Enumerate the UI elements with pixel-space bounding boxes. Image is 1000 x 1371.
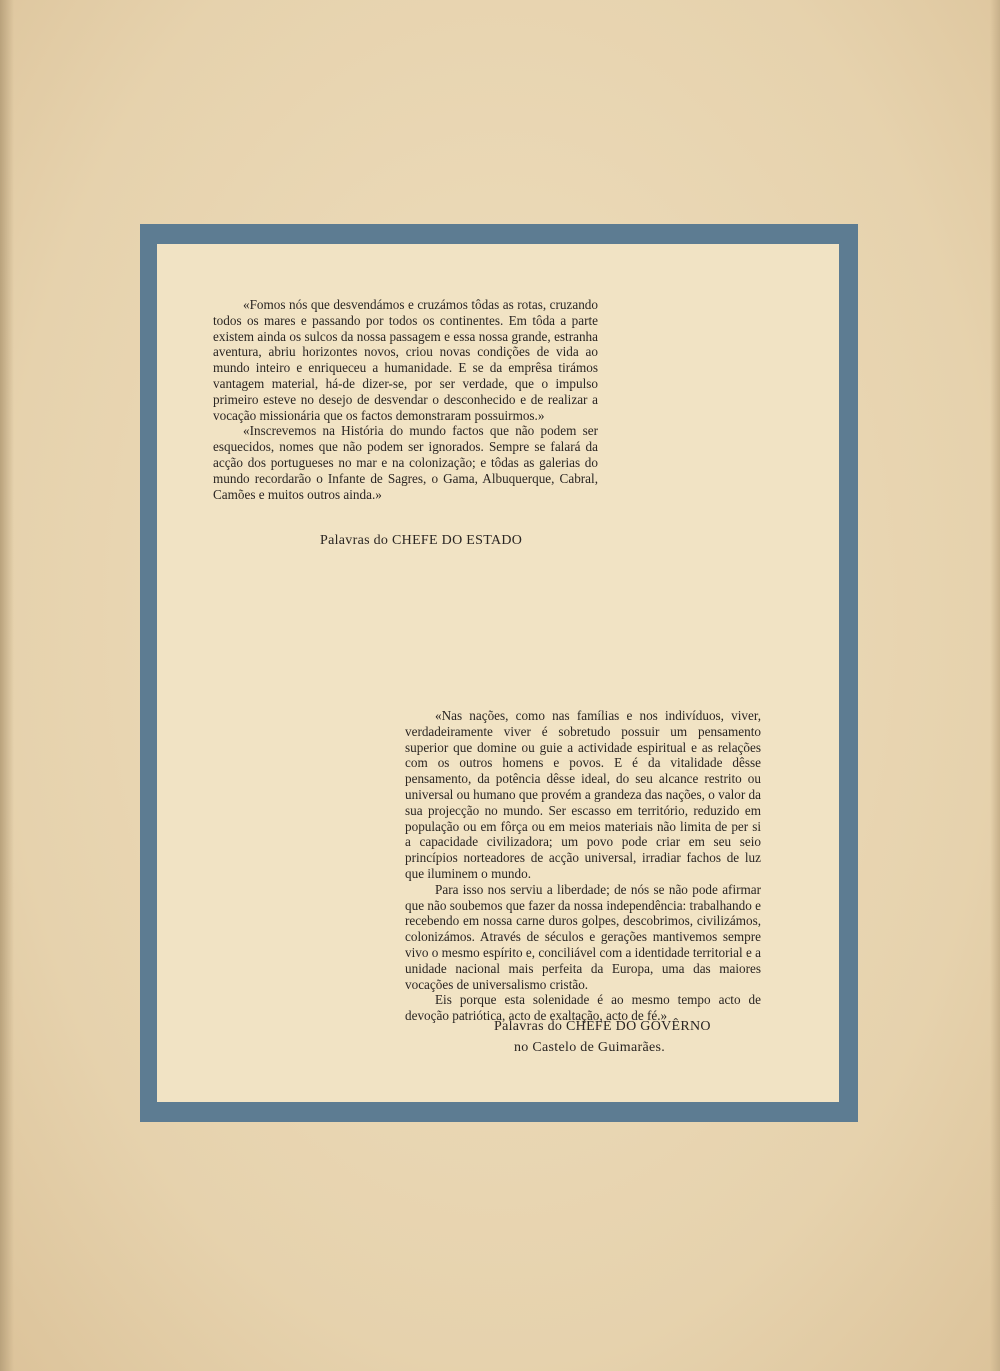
quote-2-paragraph-1: «Nas nações, como nas famílias e nos indivíduos, viver, verdadeiramente viver é sobretudo possuir um pensamento superior que domine ou guie a actividade espiritual e as relações com os outros homens e povos. E é da vitalidade dêsse pensamento, da potência dêsse ideal, do seu alcance restrito ou universal ou humano que provém a grandeza das nações, o valor da sua projecção no mundo. Ser escasso em território, reduzido em população ou em fôrça ou em meios materiais não limita de per si a capacidade civilizadora; um povo pode criar em seu seio princípios norteadores de acção universal, irradiar fachos de luz que iluminem o mundo. bbox=[405, 708, 761, 881]
head-of-government-attribution: Palavras do CHEFE DO GOVÊRNO bbox=[494, 1019, 711, 1034]
page-edge-shadow-right bbox=[990, 0, 1000, 1371]
quote-1-paragraph-1: «Fomos nós que desvendámos e cruzámos tôdas as rotas, cruzando todos os mares e passando por todos os continentes. Em tôda a parte existem ainda os sulcos da nossa passagem e essa nossa grande, estranha aventura, abriu horizontes novos, criou novas condições de vida ao mundo inteiro e enriqueceu a humanidade. E se da emprêsa tirámos vantagem material, há-de dizer-se, por ser verdade, que o impulso primeiro esteve no desejo de desvendar o desconhecido e de realizar a vocação missionária que os factos demonstraram possuirmos.» bbox=[213, 297, 598, 423]
quote-1-paragraph-2: «Inscrevemos na História do mundo factos que não podem ser esquecidos, nomes que não podem ser ignorados. Sempre se falará da acção dos portugueses no mar e na colonização; e tôdas as galerias do mundo recordarão o Infante de Sagres, o Gama, Albuquerque, Cabral, Camões e muitos outros ainda.» bbox=[213, 423, 598, 502]
head-of-state-attribution: Palavras do CHEFE DO ESTADO bbox=[320, 533, 523, 548]
quote-2-paragraph-2: Para isso nos serviu a liberdade; de nós se não pode afirmar que não soubemos que fazer da nossa independência: trabalhando e recebendo em nossa carne duros golpes, descobrimos, civilizámos, colonizámos. Através de séculos e gerações mantivemos sempre vivo o mesmo espírito e, conciliável com a identidade territorial e a unidade nacional mais perfeita da Europa, uma das maiores vocações de universalismo cristão. bbox=[405, 881, 761, 992]
page-edge-shadow-left bbox=[0, 0, 14, 1371]
quote-2-paragraph-3: Eis porque esta solenidade é ao mesmo tempo acto de devoção patriótica, acto de exaltação, acto de fé.» bbox=[405, 992, 761, 1024]
head-of-government-quote bbox=[405, 708, 761, 1024]
attribution-location: no Castelo de Guimarães. bbox=[514, 1040, 666, 1055]
head-of-state-quote bbox=[213, 297, 598, 502]
